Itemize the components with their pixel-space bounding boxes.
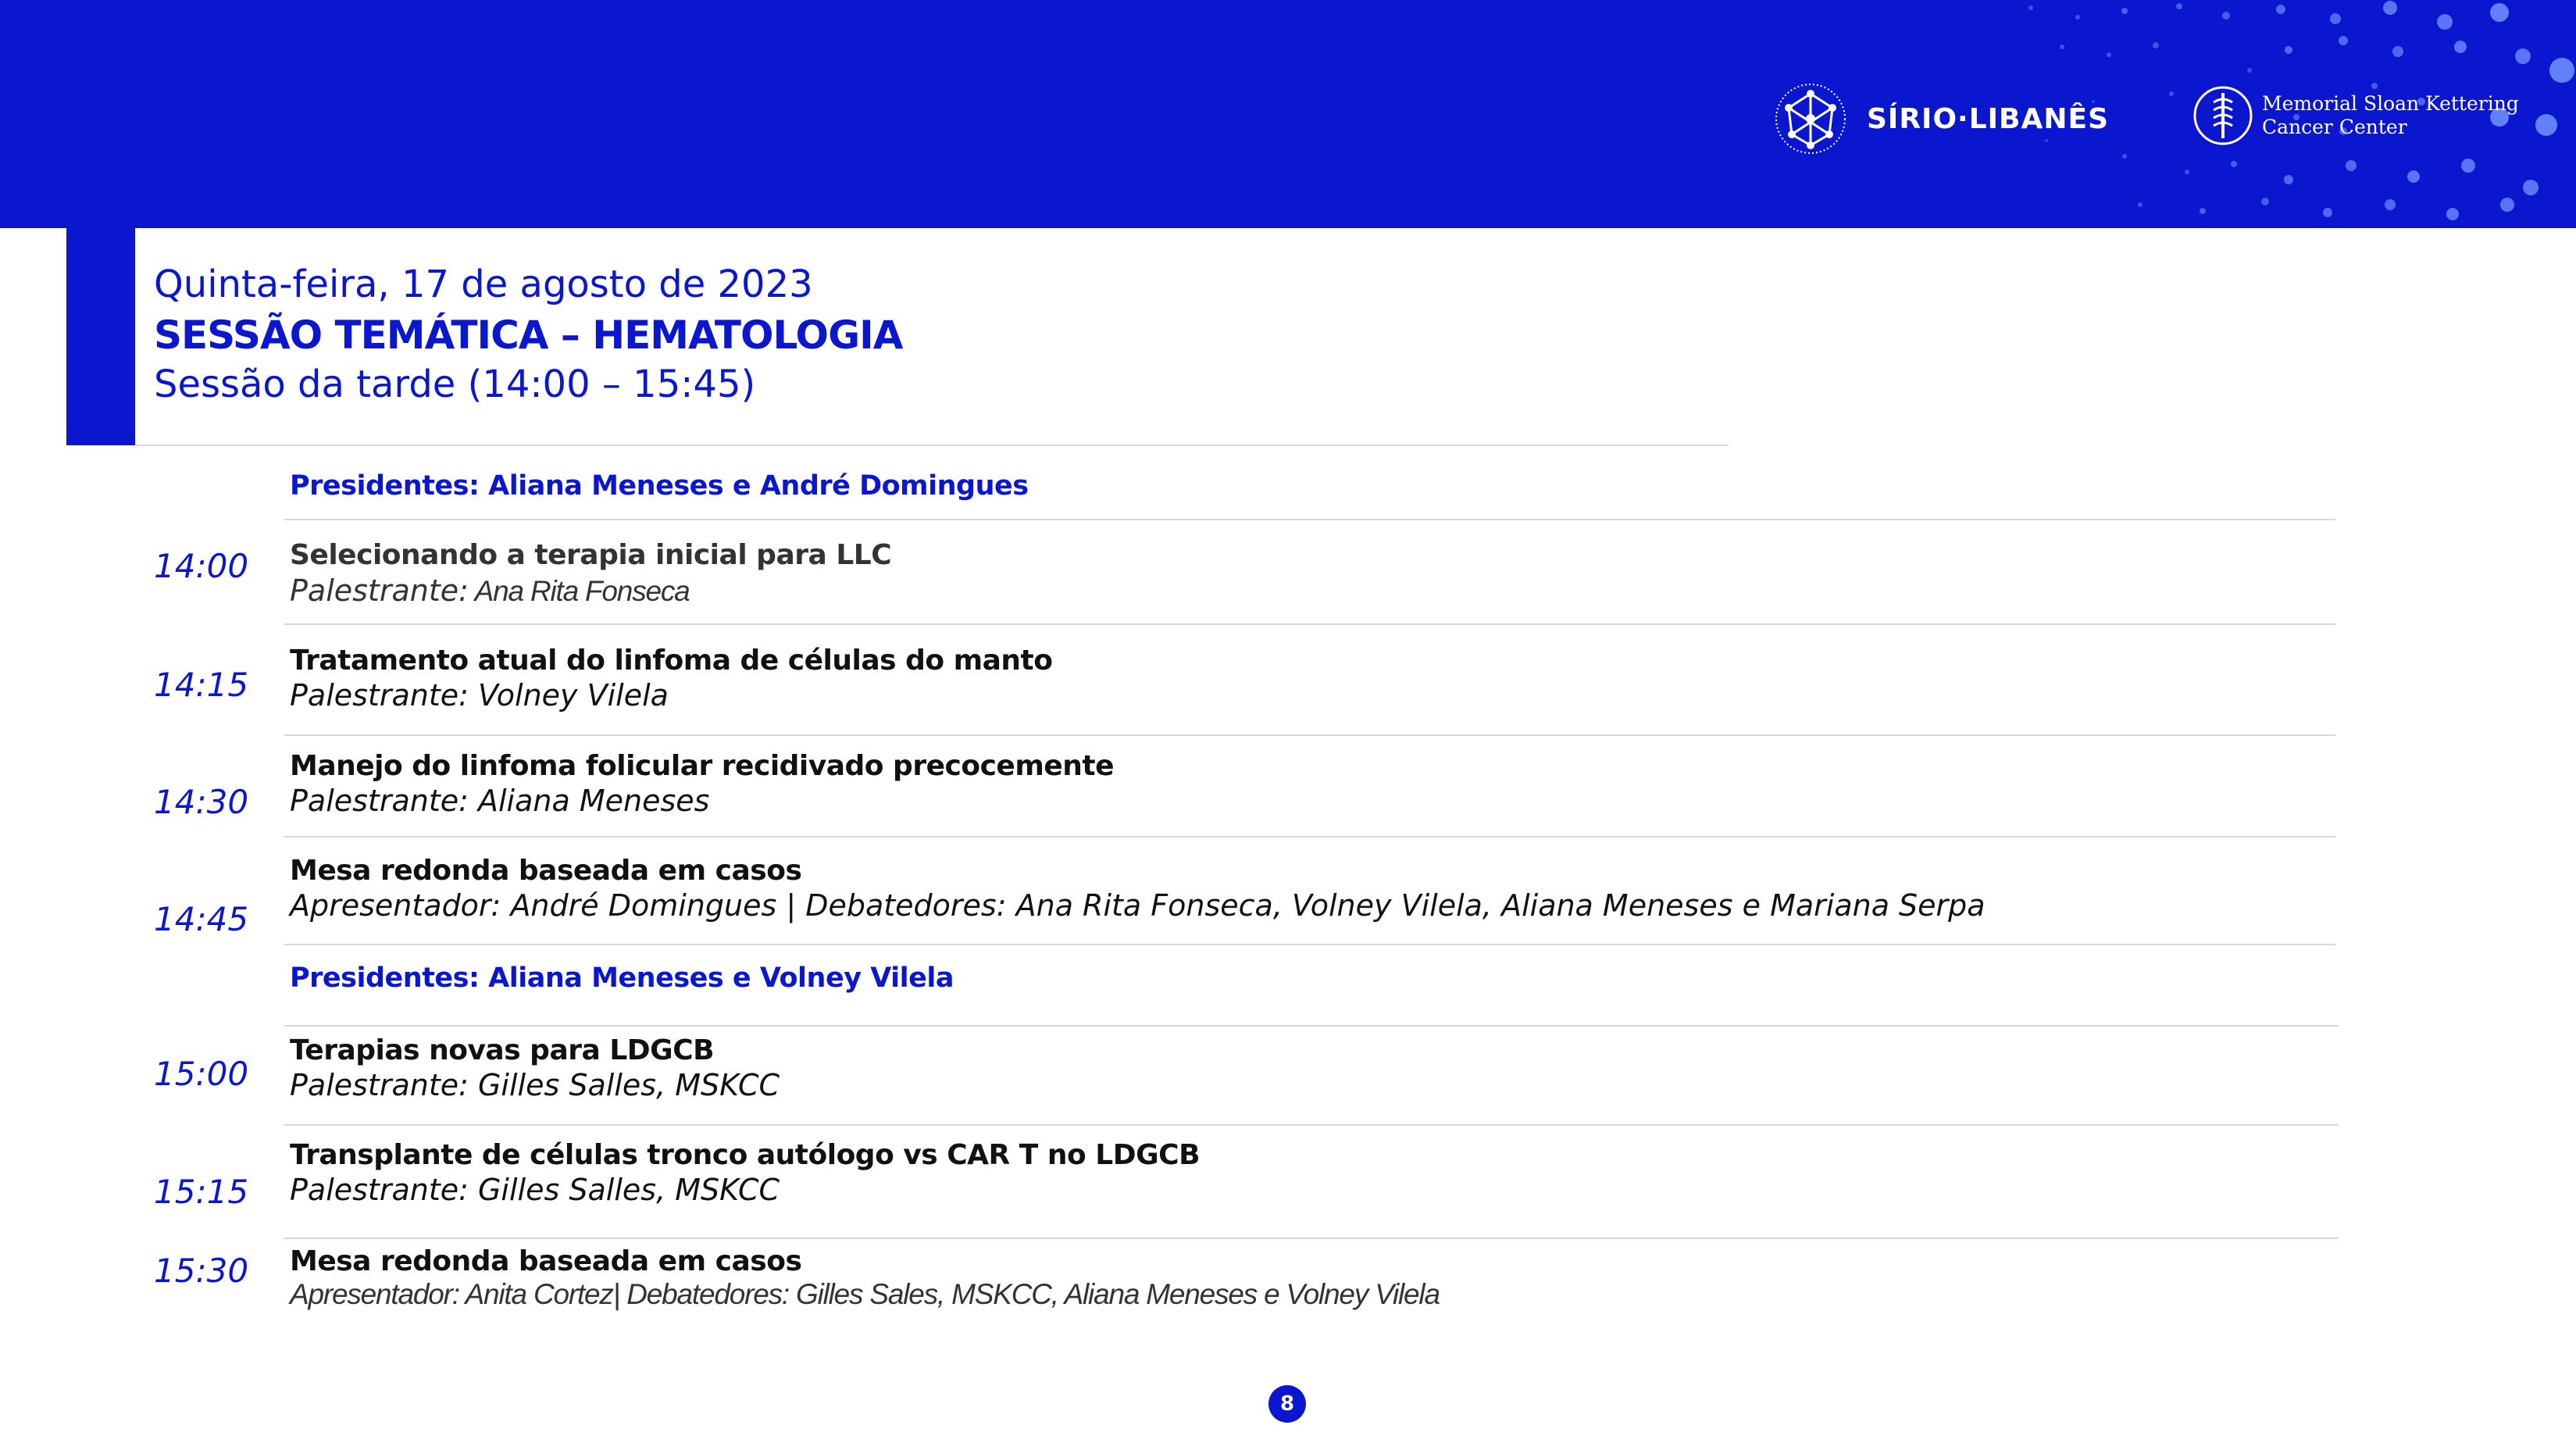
talk-speaker: Apresentador: Anita Cortez| Debatedores: Gilles Sales, MSKCC, Aliana Meneses e Volney Vilela xyxy=(290,1278,1440,1310)
divider xyxy=(284,1124,2339,1126)
msk-name-line2: Cancer Center xyxy=(2262,116,2407,138)
sirio-libanes-emblem-icon xyxy=(1773,81,1848,156)
msk-caduceus-icon xyxy=(2192,80,2254,151)
talk-speaker: Palestrante: Aliana Meneses xyxy=(290,784,710,818)
time-slot: 14:30 xyxy=(154,783,249,821)
talk-title: Tratamento atual do linfoma de células do manto xyxy=(290,645,1053,677)
sirio-libanes-logo xyxy=(1773,81,2109,156)
speaker-name: Ana Rita Fonseca xyxy=(474,575,690,607)
talk-speaker: Palestrante: Gilles Salles, MSKCC xyxy=(290,1068,780,1102)
accent-bar xyxy=(66,228,135,445)
time-slot: 14:00 xyxy=(154,547,249,585)
time-slot: 14:15 xyxy=(154,666,249,704)
talk-title: Transplante de células tronco autólogo vs CAR T no LDGCB xyxy=(290,1139,1201,1171)
sirio-libanes-wordmark: SÍRIO·LIBANÊS xyxy=(1867,102,2109,135)
time-slot: 15:30 xyxy=(154,1252,249,1290)
time-slot: 15:00 xyxy=(154,1055,249,1093)
session-title: SESSÃO TEMÁTICA – HEMATOLOGIA xyxy=(154,312,903,358)
time-slot: 14:45 xyxy=(154,900,249,938)
talk-title: Selecionando a terapia inicial para LLC xyxy=(290,539,892,571)
presidents-heading: Presidentes: Aliana Meneses e André Domingues xyxy=(290,470,1029,502)
session-date: Quinta-feira, 17 de agosto de 2023 xyxy=(154,262,813,306)
divider xyxy=(284,1025,2339,1027)
msk-logo xyxy=(2192,78,2519,153)
header-band xyxy=(0,0,2576,228)
presidents-heading: Presidentes: Aliana Meneses e Volney Vilela xyxy=(290,962,954,994)
page-number-badge: 8 xyxy=(1268,1385,1306,1423)
session-time: Sessão da tarde (14:00 – 15:45) xyxy=(154,362,756,406)
time-slot: 15:15 xyxy=(154,1173,249,1211)
talk-title: Manejo do linfoma folicular recidivado precocemente xyxy=(290,750,1115,782)
divider xyxy=(284,1238,2339,1239)
msk-name-line1: Memorial Sloan Kettering xyxy=(2262,92,2519,115)
divider xyxy=(284,734,2335,736)
talk-title: Mesa redonda baseada em casos xyxy=(290,855,802,887)
talk-speaker xyxy=(290,573,690,608)
divider xyxy=(284,623,2335,625)
talk-title: Terapias novas para LDGCB xyxy=(290,1034,715,1066)
talk-speaker: Palestrante: Volney Vilela xyxy=(290,678,669,712)
divider xyxy=(135,445,1729,446)
speaker-label: Palestrante: xyxy=(290,573,469,608)
divider xyxy=(284,836,2335,838)
talk-title: Mesa redonda baseada em casos xyxy=(290,1245,802,1277)
talk-speaker: Apresentador: André Domingues | Debatedores: Ana Rita Fonseca, Volney Vilela, Aliana Meneses e Mariana Serpa xyxy=(290,888,1986,923)
talk-speaker: Palestrante: Gilles Salles, MSKCC xyxy=(290,1173,780,1207)
divider xyxy=(284,519,2335,520)
divider xyxy=(284,944,2335,945)
decorative-dots xyxy=(0,0,2576,228)
